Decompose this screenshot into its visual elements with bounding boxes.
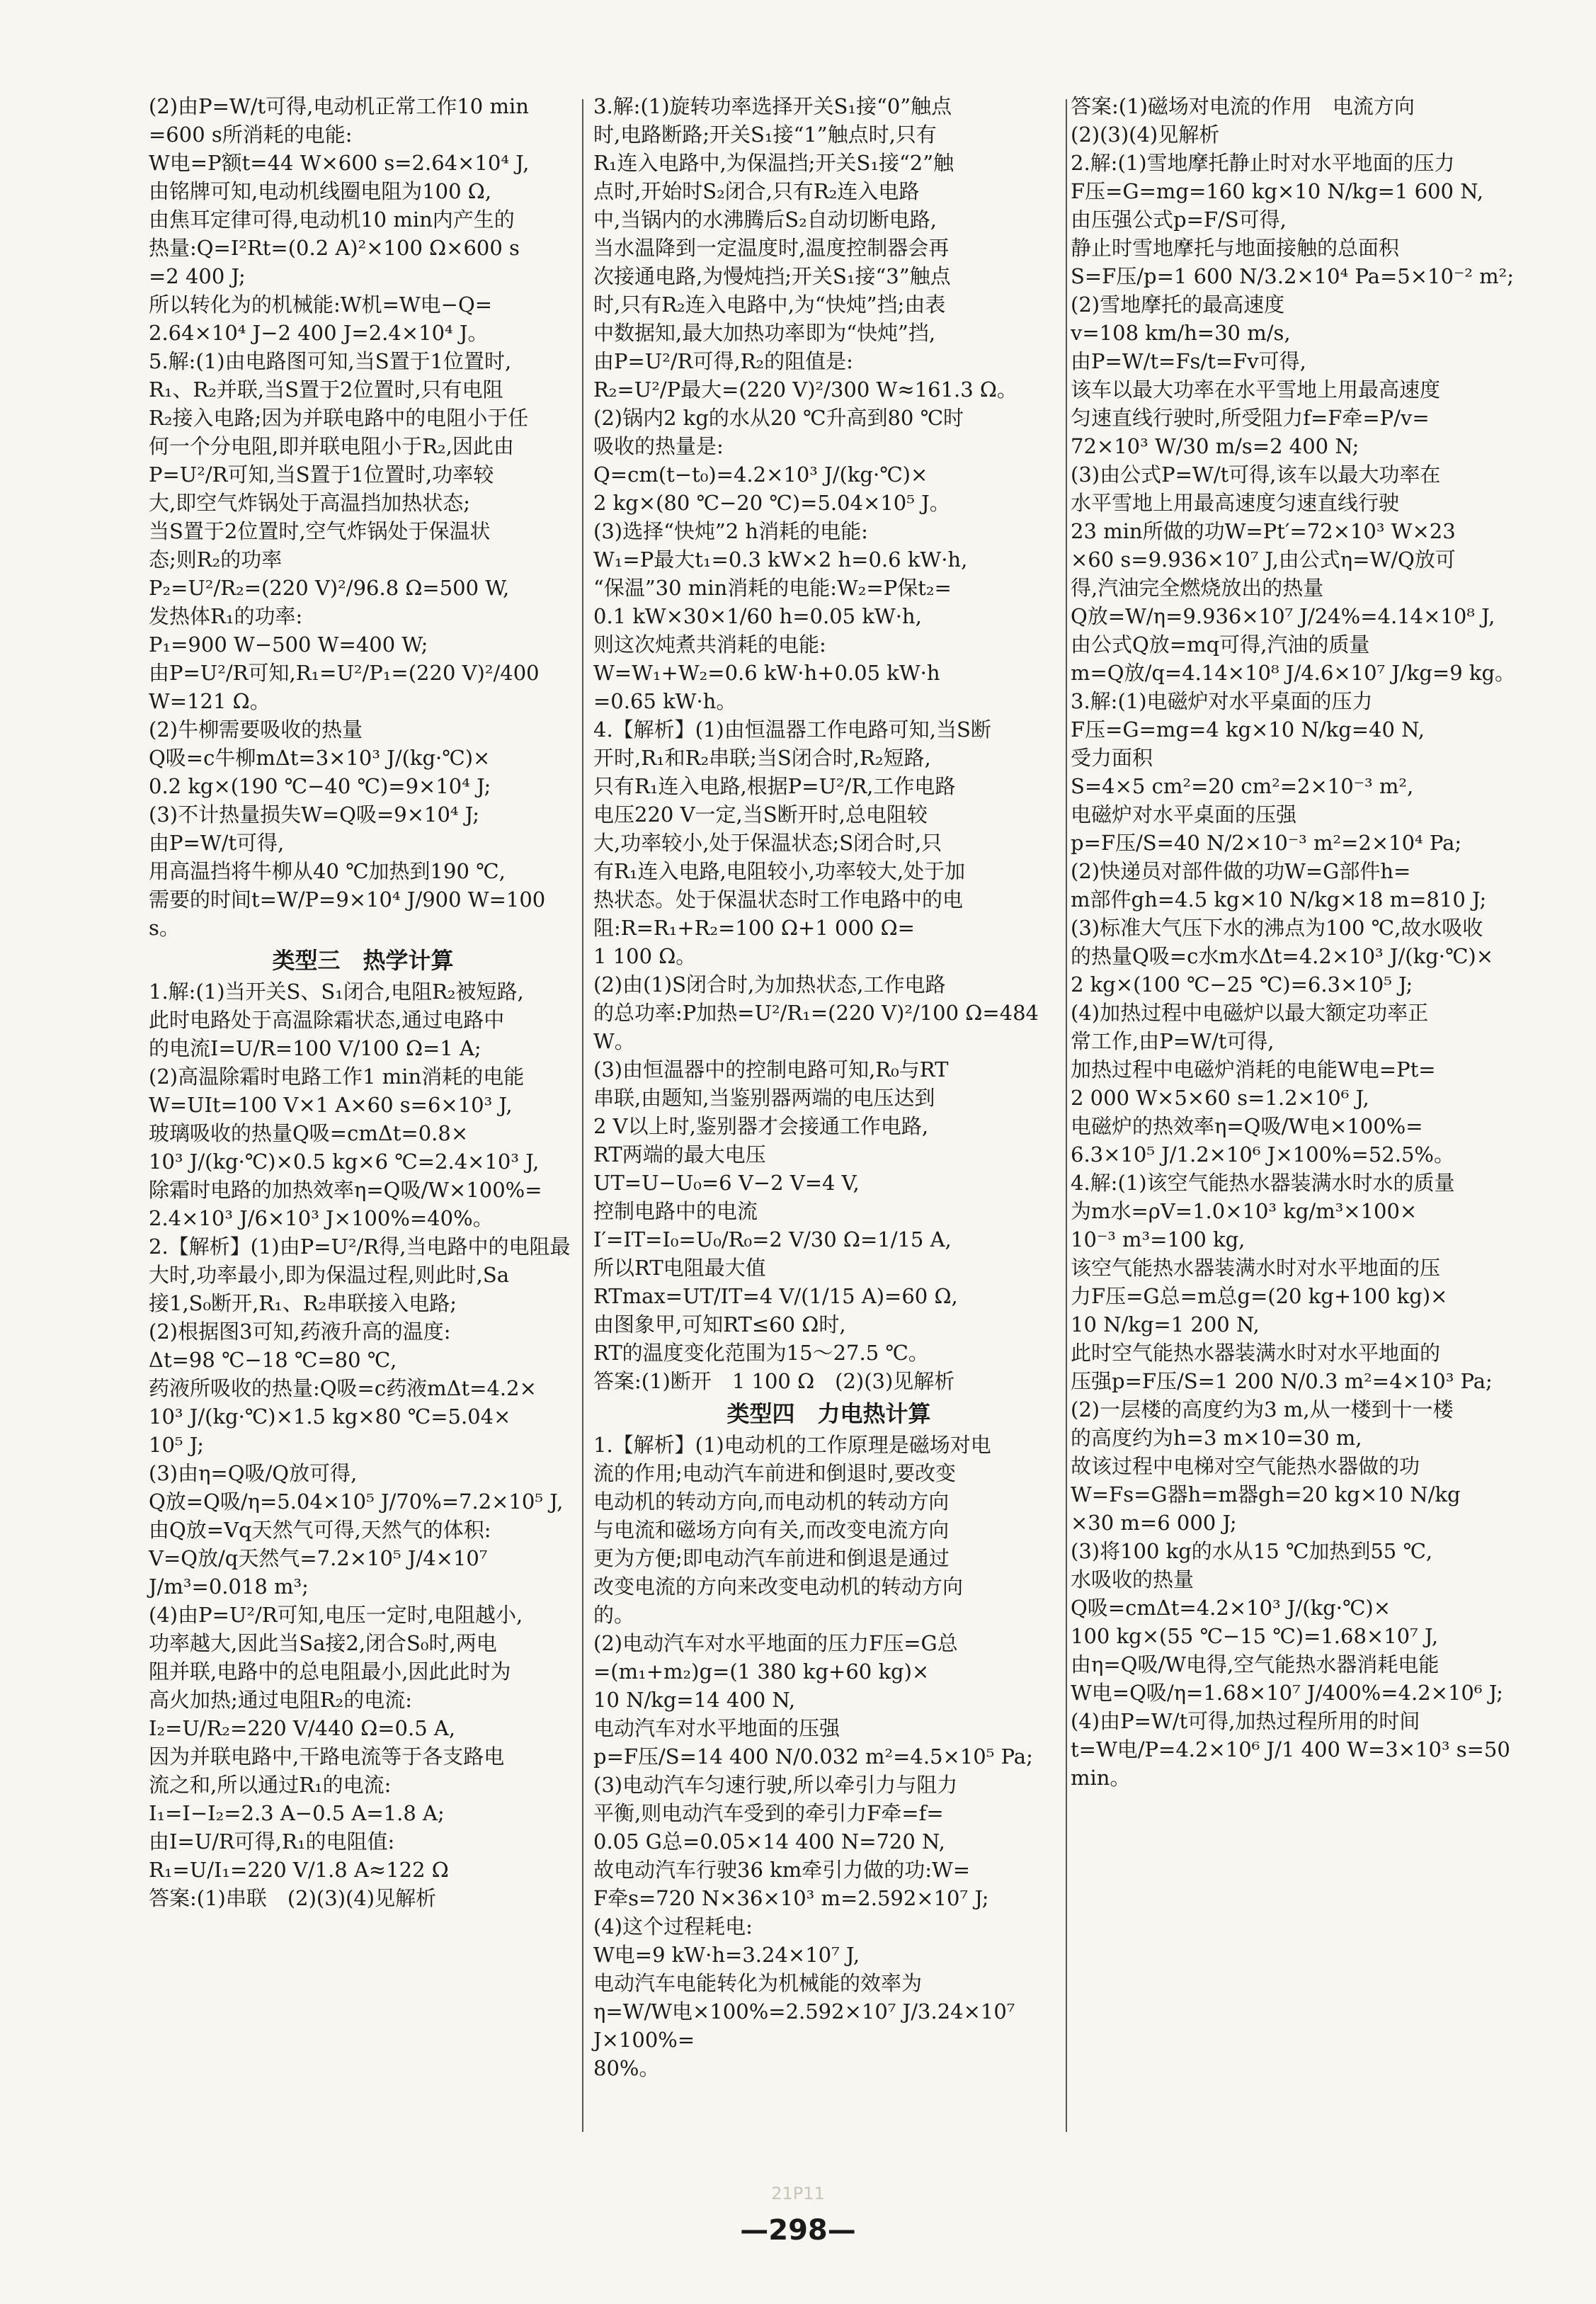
text-line: 0.2 kg×(190 ℃−40 ℃)=9×10⁴ J; xyxy=(149,774,491,798)
text-line: 由P=U²/R可知,R₁=U²/P₁=(220 V)²/400 W=121 Ω。 xyxy=(149,661,546,713)
text-line: 与电流和磁场方向有关,而改变电流方向 xyxy=(593,1518,950,1542)
text-line: 由η=Q吸/W电得,空气能热水器消耗电能 xyxy=(1071,1652,1440,1676)
column-divider xyxy=(582,99,583,2132)
text-line: 大,即空气炸锅处于高温挡加热状态; xyxy=(149,491,470,515)
text-line: 由压强公式p=F/S可得, xyxy=(1071,208,1287,232)
text-line: 3.解:(1)旋转功率选择开关S₁接“0”触点 xyxy=(593,94,952,118)
text-line: I′=IT=I₀=U₀/R₀=2 V/30 Ω=1/15 A, xyxy=(593,1227,952,1252)
text-line: 电磁炉对水平桌面的压强 xyxy=(1071,802,1297,827)
text-line: 所以RT电阻最大值 xyxy=(593,1256,766,1280)
text-line: 由铭牌可知,电动机线圈电阻为100 Ω, xyxy=(149,179,492,203)
text-line: F压=G=mg=160 kg×10 N/kg=1 600 N, xyxy=(1071,179,1483,203)
text-line: (3)不计热量损失W=Q吸=9×10⁴ J; xyxy=(149,802,479,827)
text-line: 所以转化为的机械能:W机=W电−Q= xyxy=(149,293,493,317)
text-line: 接1,S₀断开,R₁、R₂串联接入电路; xyxy=(149,1291,457,1315)
text-line: 由公式Q放=mq可得,汽油的质量 xyxy=(1071,632,1370,657)
text-line: 100 kg×(55 ℃−15 ℃)=1.68×10⁷ J, xyxy=(1071,1624,1439,1648)
text-line: 由P=W/t可得, xyxy=(149,831,285,855)
text-line: 改变电流的方向来改变电动机的转动方向 xyxy=(593,1574,964,1599)
text-line: 该空气能热水器装满水时对水平地面的压 xyxy=(1071,1256,1441,1280)
text-line: 该车以最大功率在水平雪地上用最高速度 xyxy=(1071,378,1441,402)
text-line: 4.【解析】(1)由恒温器工作电路可知,当S断 xyxy=(593,717,991,742)
text-line: 0.05 G总=0.05×14 400 N=720 N, xyxy=(593,1829,945,1854)
text-line: 10 N/kg=14 400 N, xyxy=(593,1688,796,1712)
text-line: =2 400 J; xyxy=(149,264,246,288)
text-line: (2)锅内2 kg的水从20 ℃升高到80 ℃时 xyxy=(593,406,964,430)
text-line: R₁、R₂并联,当S置于2位置时,只有电阻 xyxy=(149,378,503,402)
text-line: 的。 xyxy=(593,1603,635,1627)
text-line: (2)电动汽车对水平地面的压力F压=G总 xyxy=(593,1631,958,1655)
text-line: 23 min所做的功W=Pt′=72×10³ W×23 xyxy=(1071,519,1456,543)
text-line: (3)由恒温器中的控制电路可知,R₀与RT xyxy=(593,1057,949,1082)
text-line: 故该过程中电梯对空气能热水器做的功 xyxy=(1071,1454,1420,1478)
text-line: F压=G=mg=4 kg×10 N/kg=40 N, xyxy=(1071,717,1425,742)
text-line: (3)由公式P=W/t可得,该车以最大功率在 xyxy=(1071,462,1441,487)
text-line: 流的作用;电动汽车前进和倒退时,要改变 xyxy=(593,1461,956,1485)
page-number: —298— xyxy=(740,2214,856,2247)
text-line: (3)标准大气压下水的沸点为100 ℃,故水吸收 xyxy=(1071,916,1483,940)
text-line: 点时,开始时S₂闭合,只有R₂连入电路 xyxy=(593,179,920,203)
text-line: 电动汽车电能转化为机械能的效率为 xyxy=(593,1971,923,1995)
text-line: 玻璃吸收的热量Q吸=cmΔt=0.8× xyxy=(149,1121,469,1145)
text-line: “保温”30 min消耗的电能:W₂=P保t₂= xyxy=(593,576,952,600)
text-line: m部件gh=4.5 kg×10 N/kg×18 m=810 J; xyxy=(1071,887,1487,912)
text-line: R₂=U²/P最大=(220 V)²/300 W≈161.3 Ω。 xyxy=(593,378,1018,402)
text-line: 高火加热;通过电阻R₂的电流: xyxy=(149,1688,413,1712)
text-line: p=F压/S=14 400 N/0.032 m²=4.5×10⁵ Pa; xyxy=(593,1744,1033,1769)
text-line: (3)电动汽车匀速行驶,所以牵引力与阻力 xyxy=(593,1773,958,1797)
text-line: 中数据知,最大加热功率即为“快炖”挡, xyxy=(593,321,936,345)
text-line: 态;则R₂的功率 xyxy=(149,547,283,572)
text-line: 2.64×10⁴ J−2 400 J=2.4×10⁴ J。 xyxy=(149,321,489,345)
text-line: 因为并联电路中,干路电流等于各支路电 xyxy=(149,1744,505,1769)
print-code: 21P11 xyxy=(771,2184,825,2203)
text-line: 需要的时间t=W/P=9×10⁴ J/900 W=100 s。 xyxy=(149,887,552,940)
text-line: v=108 km/h=30 m/s, xyxy=(1071,321,1291,345)
text-line: (2)根据图3可知,药液升高的温度: xyxy=(149,1320,451,1344)
text-line: 由I=U/R可得,R₁的电阻值: xyxy=(149,1829,395,1854)
text-line: 2 kg×(100 ℃−25 ℃)=6.3×10⁵ J; xyxy=(1071,972,1413,997)
text-line: 答案:(1)串联 (2)(3)(4)见解析 xyxy=(149,1886,437,1910)
text-line: Δt=98 ℃−18 ℃=80 ℃, xyxy=(149,1348,397,1372)
text-line: 大时,功率最小,即为保温过程,则此时,Sa xyxy=(149,1263,510,1287)
text-line: 匀速直线行驶时,所受阻力f=F牵=P/v= xyxy=(1071,406,1430,430)
text-line: 1.【解析】(1)电动机的工作原理是磁场对电 xyxy=(593,1433,991,1457)
text-line: 药液所吸收的热量:Q吸=c药液mΔt=4.2× xyxy=(149,1376,537,1400)
text-line: W电=Q吸/η=1.68×10⁷ J/400%=4.2×10⁶ J; xyxy=(1071,1681,1503,1705)
text-line: 得,汽油完全燃烧放出的热量 xyxy=(1071,576,1324,600)
text-line: 的高度约为h=3 m×10=30 m, xyxy=(1071,1426,1362,1450)
text-line: 开时,R₁和R₂串联;当S闭合时,R₂短路, xyxy=(593,746,931,770)
text-line: 电动机的转动方向,而电动机的转动方向 xyxy=(593,1489,950,1514)
column-left xyxy=(149,92,577,1912)
text-line: ×30 m=6 000 J; xyxy=(1071,1511,1237,1535)
text-line: 10 N/kg=1 200 N, xyxy=(1071,1312,1260,1337)
text-line: R₁连入电路中,为保温挡;开关S₁接“2”触 xyxy=(593,151,954,175)
text-line: 2 000 W×5×60 s=1.2×10⁶ J, xyxy=(1071,1086,1369,1110)
text-line: (2)(3)(4)见解析 xyxy=(1071,123,1220,147)
text-line: (4)这个过程耗电: xyxy=(593,1914,753,1939)
text-line: =600 s所消耗的电能: xyxy=(149,123,353,147)
text-line: (2)由(1)S闭合时,为加热状态,工作电路 xyxy=(593,972,946,997)
text-line: p=F压/S=40 N/2×10⁻³ m²=2×10⁴ Pa; xyxy=(1071,831,1462,855)
text-line: 1 100 Ω。 xyxy=(593,944,697,968)
text-line: W电=9 kW·h=3.24×10⁷ J, xyxy=(593,1943,860,1967)
text-line: η=W/W电×100%=2.592×10⁷ J/3.24×10⁷ J×100%= xyxy=(593,1999,1022,2052)
text-line: t=W电/P=4.2×10⁶ J/1 400 W=3×10³ s=50 min。 xyxy=(1071,1737,1517,1790)
text-line: W₁=P最大t₁=0.3 kW×2 h=0.6 kW·h, xyxy=(593,547,968,572)
text-line: 2.【解析】(1)由P=U²/R得,当电路中的电阻最 xyxy=(149,1235,571,1259)
column-middle xyxy=(593,92,1064,2082)
text-line: =0.65 kW·h。 xyxy=(593,689,737,713)
text-line: 2.4×10³ J/6×10³ J×100%=40%。 xyxy=(149,1206,494,1230)
text-line: 10³ J/(kg·℃)×1.5 kg×80 ℃=5.04× xyxy=(149,1404,511,1429)
text-line: 由P=U²/R可得,R₂的阻值是: xyxy=(593,349,853,373)
text-line: 吸收的热量是: xyxy=(593,434,724,458)
text-line: 阻并联,电路中的总电阻最小,因此此时为 xyxy=(149,1659,511,1684)
text-line: ×60 s=9.936×10⁷ J,由公式η=W/Q放可 xyxy=(1071,547,1456,572)
text-line: W=Fs=G器h=m器gh=20 kg×10 N/kg xyxy=(1071,1482,1461,1506)
text-line: 则这次炖煮共消耗的电能: xyxy=(593,632,826,657)
text-line: Q放=W/η=9.936×10⁷ J/24%=4.14×10⁸ J, xyxy=(1071,604,1495,628)
text-line: 此时电路处于高温除霜状态,通过电路中 xyxy=(149,1008,505,1032)
text-line: 10⁻³ m³=100 kg, xyxy=(1071,1227,1246,1252)
text-line: 次接通电路,为慢炖挡;开关S₁接“3”触点 xyxy=(593,264,951,288)
text-line: (2)快递员对部件做的功W=G部件h= xyxy=(1071,859,1411,883)
text-line: 静止时雪地摩托与地面接触的总面积 xyxy=(1071,236,1400,260)
text-line: RTmax=UT/IT=4 V/(1/15 A)=60 Ω, xyxy=(593,1284,958,1308)
text-line: (4)加热过程中电磁炉以最大额定功率正 xyxy=(1071,1001,1429,1025)
text-line: 当S置于2位置时,空气炸锅处于保温状 xyxy=(149,519,491,543)
text-line: 由Q放=Vq天然气可得,天然气的体积: xyxy=(149,1518,491,1542)
text-line: 电磁炉的热效率η=Q吸/W电×100%= xyxy=(1071,1114,1423,1138)
text-line: Q=cm(t−t₀)=4.2×10³ J/(kg·℃)× xyxy=(593,462,928,487)
text-line: 阻:R=R₁+R₂=100 Ω+1 000 Ω= xyxy=(593,916,915,940)
text-line: 时,电路断路;开关S₁接“1”触点时,只有 xyxy=(593,123,937,147)
text-line: R₂接入电路;因为并联电路中的电阻小于任 xyxy=(149,406,529,430)
text-line: 由图象甲,可知RT≤60 Ω时, xyxy=(593,1312,846,1337)
text-line: (2)雪地摩托的最高速度 xyxy=(1071,293,1285,317)
text-line: m=Q放/q=4.14×10⁸ J/4.6×10⁷ J/kg=9 kg。 xyxy=(1071,661,1516,685)
text-line: 当水温降到一定温度时,温度控制器会再 xyxy=(593,236,950,260)
text-line: I₂=U/R₂=220 V/440 Ω=0.5 A, xyxy=(149,1716,456,1740)
text-line: RT两端的最大电压 xyxy=(593,1142,766,1167)
text-line: 答案:(1)断开 1 100 Ω (2)(3)见解析 xyxy=(593,1369,955,1393)
text-line: W电=P额t=44 W×600 s=2.64×10⁴ J, xyxy=(149,151,530,175)
text-line: (2)高温除霜时电路工作1 min消耗的电能 xyxy=(149,1065,525,1089)
text-line: 中,当锅内的水沸腾后S₂自动切断电路, xyxy=(593,208,937,232)
text-line: 受力面积 xyxy=(1071,746,1153,770)
text-line: P₁=900 W−500 W=400 W; xyxy=(149,632,428,657)
text-line: P=U²/R可知,当S置于1位置时,功率较 xyxy=(149,462,494,487)
text-line: 热量:Q=I²Rt=(0.2 A)²×100 Ω×600 s xyxy=(149,236,520,260)
text-line: 平衡,则电动汽车受到的牵引力F牵=f= xyxy=(593,1801,944,1825)
text-line: 力F压=G总=m总g=(20 kg+100 kg)× xyxy=(1071,1284,1448,1308)
text-line: 用高温挡将牛柳从40 ℃加热到190 ℃, xyxy=(149,859,506,883)
text-line: 此时空气能热水器装满水时对水平地面的 xyxy=(1071,1341,1441,1365)
column-right xyxy=(1071,92,1532,1792)
text-line: Q放=Q吸/η=5.04×10⁵ J/70%=7.2×10⁵ J, xyxy=(149,1489,564,1514)
section-heading: 类型三 热学计算 xyxy=(272,947,454,974)
text-line: 发热体R₁的功率: xyxy=(149,604,303,628)
text-line: (3)选择“快炖”2 h消耗的电能: xyxy=(593,519,868,543)
text-line: 流之和,所以通过R₁的电流: xyxy=(149,1773,392,1797)
text-line: 80%。 xyxy=(593,2056,660,2080)
text-line: 5.解:(1)由电路图可知,当S置于1位置时, xyxy=(149,349,512,373)
text-line: 除霜时电路的加热效率η=Q吸/W×100%= xyxy=(149,1178,542,1202)
text-line: 的电流I=U/R=100 V/100 Ω=1 A; xyxy=(149,1036,481,1060)
text-line: 水吸收的热量 xyxy=(1071,1567,1195,1591)
text-line: 由P=W/t=Fs/t=Fv可得, xyxy=(1071,349,1306,373)
text-line: =(m₁+m₂)g=(1 380 kg+60 kg)× xyxy=(593,1659,930,1684)
text-line: W=UIt=100 V×1 A×60 s=6×10³ J, xyxy=(149,1093,513,1117)
text-line: 的热量Q吸=c水m水Δt=4.2×10³ J/(kg·℃)× xyxy=(1071,944,1493,968)
text-line: 72×10³ W/30 m/s=2 400 N; xyxy=(1071,434,1360,458)
text-line: 电压220 V一定,当S断开时,总电阻较 xyxy=(593,802,928,827)
text-line: 水平雪地上用最高速度匀速直线行驶 xyxy=(1071,491,1400,515)
text-line: 大,功率较小,处于保温状态;S闭合时,只 xyxy=(593,831,942,855)
text-line: 何一个分电阻,即并联电阻小于R₂,因此由 xyxy=(149,434,514,458)
text-line: (4)由P=W/t可得,加热过程所用的时间 xyxy=(1071,1709,1420,1733)
text-line: S=4×5 cm²=20 cm²=2×10⁻³ m², xyxy=(1071,774,1414,798)
text-line: R₁=U/I₁=220 V/1.8 A≈122 Ω xyxy=(149,1858,449,1882)
text-line: Q吸=cmΔt=4.2×10³ J/(kg·℃)× xyxy=(1071,1596,1391,1620)
section-heading: 类型四 力电热计算 xyxy=(726,1400,931,1427)
text-line: 压强p=F压/S=1 200 N/0.3 m²=4×10³ Pa; xyxy=(1071,1369,1493,1393)
text-line: 0.1 kW×30×1/60 h=0.05 kW·h, xyxy=(593,604,922,628)
text-line: (2)一层楼的高度约为3 m,从一楼到十一楼 xyxy=(1071,1397,1454,1421)
text-line: 由焦耳定律可得,电动机10 min内产生的 xyxy=(149,208,515,232)
text-line: 功率越大,因此当Sa接2,闭合S₀时,两电 xyxy=(149,1631,497,1655)
text-line: F牵s=720 N×36×10³ m=2.592×10⁷ J; xyxy=(593,1886,989,1910)
text-line: (4)由P=U²/R可知,电压一定时,电阻越小, xyxy=(149,1603,523,1627)
text-line: (2)牛柳需要吸收的热量 xyxy=(149,717,363,742)
text-line: 4.解:(1)该空气能热水器装满水时水的质量 xyxy=(1071,1171,1455,1195)
text-line: (3)由η=Q吸/Q放可得, xyxy=(149,1461,358,1485)
text-line: W=W₁+W₂=0.6 kW·h+0.05 kW·h xyxy=(593,661,940,685)
text-line: 热状态。处于保温状态时工作电路中的电 xyxy=(593,887,964,912)
text-line: 常工作,由P=W/t可得, xyxy=(1071,1029,1275,1053)
text-line: 控制电路中的电流 xyxy=(593,1199,758,1223)
text-line: 电动汽车对水平地面的压强 xyxy=(593,1716,840,1740)
text-line: 更为方便;即电动汽车前进和倒退是通过 xyxy=(593,1546,950,1570)
text-line: 10³ J/(kg·℃)×0.5 kg×6 ℃=2.4×10³ J, xyxy=(149,1150,540,1174)
text-line: (3)将100 kg的水从15 ℃加热到55 ℃, xyxy=(1071,1539,1433,1563)
text-line: 加热过程中电磁炉消耗的电能W电=Pt= xyxy=(1071,1057,1436,1082)
text-line: 3.解:(1)电磁炉对水平桌面的压力 xyxy=(1071,689,1373,713)
text-line: Q吸=c牛柳mΔt=3×10³ J/(kg·℃)× xyxy=(149,746,491,770)
text-line: 答案:(1)磁场对电流的作用 电流方向 xyxy=(1071,94,1415,118)
text-line: 10⁵ J; xyxy=(149,1433,204,1457)
text-line: 只有R₁连入电路,根据P=U²/R,工作电路 xyxy=(593,774,956,798)
text-line: P₂=U²/R₂=(220 V)²/96.8 Ω=500 W, xyxy=(149,576,510,600)
text-line: RT的温度变化范围为15～27.5 ℃。 xyxy=(593,1341,929,1365)
text-line: 故电动汽车行驶36 km牵引力做的功:W= xyxy=(593,1858,971,1882)
text-line: 2 kg×(80 ℃−20 ℃)=5.04×10⁵ J。 xyxy=(593,491,950,515)
text-line: UT=U−U₀=6 V−2 V=4 V, xyxy=(593,1171,860,1195)
text-line: V=Q放/q天然气=7.2×10⁵ J/4×10⁷ J/m³=0.018 m³; xyxy=(149,1546,494,1599)
text-line: 为m水=ρV=1.0×10³ kg/m³×100× xyxy=(1071,1199,1418,1223)
text-line: 2 V以上时,鉴别器才会接通工作电路, xyxy=(593,1114,929,1138)
text-line: 有R₁连入电路,电阻较小,功率较大,处于加 xyxy=(593,859,966,883)
text-line: S=F压/p=1 600 N/3.2×10⁴ Pa=5×10⁻² m²; xyxy=(1071,264,1514,288)
text-line: 的总功率:P加热=U²/R₁=(220 V)²/100 Ω=484 W。 xyxy=(593,1001,1046,1053)
text-line: 串联,由题知,当鉴别器两端的电压达到 xyxy=(593,1086,935,1110)
text-line: I₁=I−I₂=2.3 A−0.5 A=1.8 A; xyxy=(149,1801,445,1825)
text-line: 6.3×10⁵ J/1.2×10⁶ J×100%=52.5%。 xyxy=(1071,1142,1454,1167)
text-line: (2)由P=W/t可得,电动机正常工作10 min xyxy=(149,94,529,118)
text-line: 1.解:(1)当开关S、S₁闭合,电阻R₂被短路, xyxy=(149,980,524,1004)
column-divider xyxy=(1066,99,1067,2132)
text-line: 时,只有R₂连入电路中,为“快炖”挡;由表 xyxy=(593,293,946,317)
text-line: 2.解:(1)雪地摩托静止时对水平地面的压力 xyxy=(1071,151,1455,175)
